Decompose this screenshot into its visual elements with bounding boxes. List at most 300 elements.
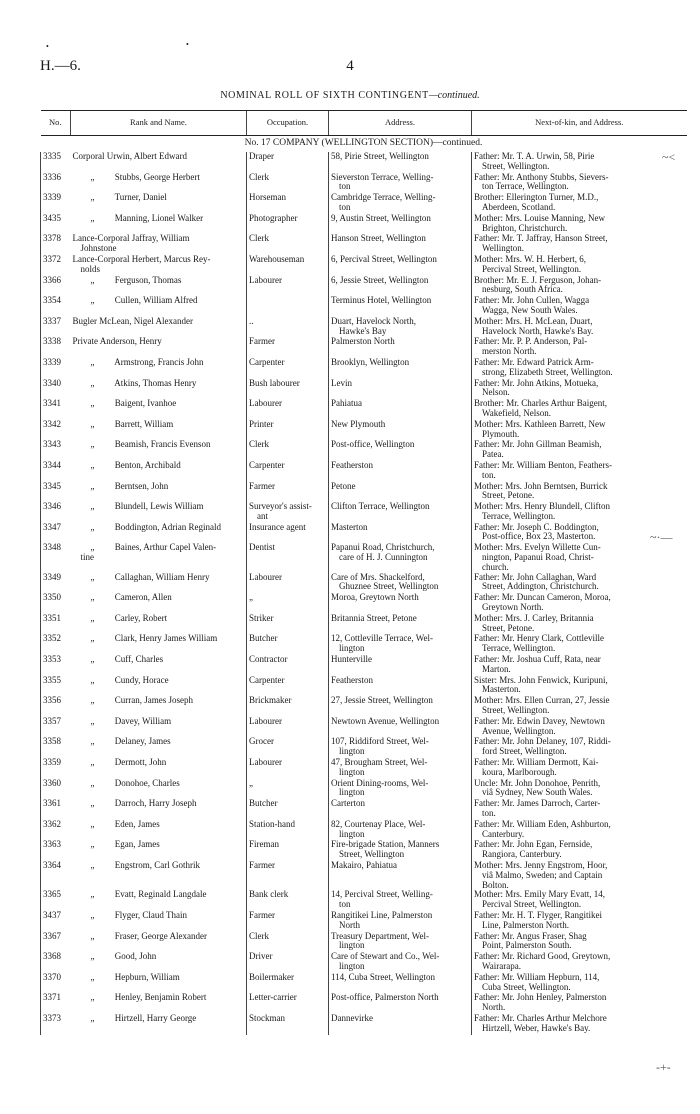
next-of-kin-cell	[472, 152, 687, 173]
address-cell	[329, 593, 472, 614]
next-of-kin-continued: Havelock North, Hawke's Bay.	[482, 325, 594, 336]
service-number-cell	[41, 993, 71, 1014]
rank-name-cell	[71, 593, 247, 614]
rank-name-line	[73, 573, 245, 583]
next-of-kin-continued: Wagga, New South Wales.	[482, 304, 578, 315]
address-cell	[329, 296, 472, 317]
next-of-kin-cell	[472, 337, 687, 358]
occupation-cell	[247, 758, 329, 779]
soldier-name: Dermott, John	[114, 758, 167, 768]
next-of-kin-continued: Line, Palmerston North.	[482, 919, 569, 930]
address-continued: lington	[339, 940, 365, 951]
next-of-kin: Mother: Mrs. Ellen Curran, 27, Jessie	[474, 696, 610, 706]
service-number: 3363	[43, 840, 61, 850]
rank-name-line	[73, 655, 245, 665]
service-number-cell	[41, 614, 71, 635]
rank-name-cell	[71, 820, 247, 841]
col-address-header: Address.	[329, 111, 472, 136]
service-number-cell	[41, 234, 71, 255]
margin-mark: -+-	[656, 1060, 671, 1074]
next-of-kin-cell	[472, 358, 687, 379]
soldier-name: Baines, Arthur Capel Valen-	[114, 543, 217, 553]
next-of-kin: Father: Mr. John Cullen, Wagga	[474, 296, 590, 306]
service-number: 3356	[43, 696, 61, 706]
next-of-kin-continued: Bolton.	[482, 879, 509, 890]
address-cell	[329, 543, 472, 572]
occupation: Fireman	[249, 840, 279, 850]
address: Brooklyn, Wellington	[331, 357, 410, 367]
section-heading-row	[41, 136, 687, 153]
next-of-kin-cell	[472, 296, 687, 317]
service-number: 3365	[43, 890, 61, 900]
service-number-cell	[41, 820, 71, 841]
rank-name-cell	[71, 696, 247, 717]
next-of-kin: Father: Mr. John Callaghan, Ward	[474, 572, 597, 582]
next-of-kin: Father: Mr. William Benton, Feathers-	[474, 460, 612, 470]
service-number: 3370	[43, 972, 61, 982]
rank-name-line	[73, 317, 245, 327]
occupation-cell	[247, 911, 329, 932]
occupation-cell	[247, 952, 329, 973]
next-of-kin-continued: Canterbury.	[482, 828, 525, 839]
rank: „	[90, 737, 95, 747]
service-number-cell	[41, 779, 71, 800]
occupation-cell	[247, 676, 329, 697]
occupation: Printer	[249, 419, 274, 429]
soldier-name: Ferguson, Thomas	[114, 275, 182, 285]
soldier-name: Hepburn, William	[114, 972, 180, 982]
address: Fire-brigade Station, Manners	[331, 840, 440, 850]
address: Cambridge Terrace, Welling-	[331, 193, 436, 203]
rank: „	[90, 522, 95, 532]
next-of-kin-cell	[472, 676, 687, 697]
table-row	[41, 911, 687, 932]
rank-name-line	[73, 952, 245, 962]
rank-name-line	[73, 779, 245, 789]
address: Petone	[331, 481, 356, 491]
rank-name-line	[73, 973, 245, 983]
occupation: Photographer	[249, 213, 298, 223]
next-of-kin-cell	[472, 420, 687, 441]
next-of-kin-cell	[472, 717, 687, 738]
next-of-kin-continued: Terrace, Wellington.	[482, 510, 556, 521]
table-row	[41, 152, 687, 173]
next-of-kin-cell	[472, 276, 687, 297]
occupation: Bush labourer	[249, 378, 300, 388]
service-number: 3354	[43, 296, 61, 306]
table-row	[41, 255, 687, 276]
next-of-kin-continued: Street, Wellington.	[482, 705, 550, 716]
rank-name-cell	[71, 952, 247, 973]
address: 82, Courtenay Place, Wel-	[331, 819, 426, 829]
occupation-cell	[247, 234, 329, 255]
next-of-kin-continued: Street, Petone.	[482, 490, 535, 501]
next-of-kin: Mother: Mrs. Louise Manning, New	[474, 213, 605, 223]
rank: „	[90, 910, 95, 920]
next-of-kin-cell	[472, 973, 687, 994]
table-row	[41, 861, 687, 890]
next-of-kin-continued: Wellington.	[482, 243, 525, 254]
table-row	[41, 717, 687, 738]
address-cell	[329, 379, 472, 400]
table-row	[41, 317, 687, 338]
address-cell	[329, 993, 472, 1014]
service-number: 3335	[43, 152, 61, 161]
soldier-name: Hirtzell, Harry George	[114, 1013, 197, 1023]
rank: „	[90, 460, 95, 470]
table-row	[41, 214, 687, 235]
soldier-name: Beamish, Francis Evenson	[114, 440, 211, 450]
service-number: 3346	[43, 502, 61, 512]
occupation: Draper	[249, 152, 274, 161]
occupation: Clerk	[249, 172, 269, 182]
address-cell	[329, 932, 472, 953]
address-cell	[329, 952, 472, 973]
next-of-kin: Father: Mr. John Atkins, Motueka,	[474, 378, 599, 388]
next-of-kin: Mother: Mrs. Emily Mary Evatt, 14,	[474, 890, 605, 900]
service-number-cell	[41, 1014, 71, 1035]
margin-mark: ~·—	[650, 530, 673, 544]
rank-name-cell	[71, 543, 247, 572]
col-next-of-kin-header: Next-of-kin, and Address.	[472, 111, 687, 136]
occupation: Letter-carrier	[249, 993, 297, 1003]
rank-name-line	[73, 993, 245, 1003]
soldier-name: Good, John	[114, 952, 157, 962]
next-of-kin-cell	[472, 952, 687, 973]
service-number-cell	[41, 543, 71, 572]
address: Featherston	[331, 675, 373, 685]
rank-name-cell	[71, 932, 247, 953]
rank-name-line	[73, 932, 245, 942]
address: 107, Riddiford Street, Wel-	[331, 737, 429, 747]
rank: „	[90, 758, 95, 768]
service-number-cell	[41, 296, 71, 317]
occupation: Farmer	[249, 910, 275, 920]
rank-name-line	[73, 379, 245, 389]
address: Hanson Street, Wellington	[331, 234, 426, 244]
occupation: Labourer	[249, 716, 282, 726]
next-of-kin-continued: Patea.	[482, 449, 504, 460]
next-of-kin-cell	[472, 573, 687, 594]
table-row	[41, 737, 687, 758]
rank-name-cell	[71, 296, 247, 317]
rank: „	[90, 1013, 95, 1023]
address-cell	[329, 717, 472, 738]
table-row	[41, 193, 687, 214]
address: 6, Percival Street, Wellington	[331, 254, 437, 264]
address: Papanui Road, Christchurch,	[331, 543, 435, 553]
next-of-kin: Father: Mr. John Gillman Beamish,	[474, 440, 602, 450]
address: Featherston	[331, 460, 373, 470]
next-of-kin-continued: merston North.	[482, 346, 537, 357]
occupation-cell	[247, 1014, 329, 1035]
soldier-name: Egan, James	[114, 840, 160, 850]
table-row	[41, 420, 687, 441]
service-number-cell	[41, 173, 71, 194]
service-number: 3364	[43, 860, 61, 870]
rank: „	[90, 481, 95, 491]
service-number-cell	[41, 276, 71, 297]
next-of-kin: Brother: Ellerington Turner, M.D.,	[474, 193, 599, 203]
rank-name-line	[73, 614, 245, 624]
occupation-cell	[247, 193, 329, 214]
soldier-name: Atkins, Thomas Henry	[114, 378, 197, 388]
occupation-cell	[247, 276, 329, 297]
occupation-cell	[247, 932, 329, 953]
next-of-kin-continued: viâ Malmo, Sweden; and Captain	[482, 869, 603, 880]
rank-name-line	[73, 737, 245, 747]
next-of-kin-cell	[472, 173, 687, 194]
table-row	[41, 758, 687, 779]
rank-name-line	[73, 461, 245, 471]
occupation: Clerk	[249, 234, 269, 244]
table-row	[41, 502, 687, 523]
service-number-cell	[41, 973, 71, 994]
soldier-name: Carley, Robert	[114, 613, 168, 623]
occupation-continued: ant	[257, 510, 268, 521]
rank-name-cell	[71, 523, 247, 544]
scan-speck: •	[186, 40, 189, 49]
next-of-kin: Mother: Mrs. Kathleen Barrett, New	[474, 419, 606, 429]
occupation: Stockman	[249, 1013, 285, 1023]
rank-name-line	[73, 758, 245, 768]
soldier-name: Eden, James	[114, 819, 160, 829]
rank-name-line	[73, 799, 245, 809]
service-number: 3366	[43, 275, 61, 285]
soldier-name: Manning, Lionel Walker	[114, 213, 204, 223]
rank: „	[90, 357, 95, 367]
next-of-kin-cell	[472, 543, 687, 572]
address-cell	[329, 890, 472, 911]
rank: „	[90, 799, 95, 809]
next-of-kin-cell	[472, 737, 687, 758]
next-of-kin: Brother: Mr. Charles Arthur Baigent,	[474, 399, 607, 409]
occupation: Labourer	[249, 399, 282, 409]
scan-speck: •	[46, 42, 49, 51]
rank-name-cell	[71, 655, 247, 676]
rank-name-cell	[71, 993, 247, 1014]
address-cell	[329, 276, 472, 297]
soldier-name: Cuff, Charles	[114, 655, 164, 665]
rank-name-line	[73, 420, 245, 430]
rank: „	[90, 655, 95, 665]
next-of-kin-continued: Hirtzell, Weber, Hawke's Bay.	[482, 1022, 591, 1033]
address-cell	[329, 779, 472, 800]
soldier-name-continued: nolds	[80, 263, 101, 274]
address-cell	[329, 676, 472, 697]
rank-name-cell	[71, 173, 247, 194]
service-number-cell	[41, 214, 71, 235]
address-continued: lington	[339, 766, 365, 777]
address-cell	[329, 502, 472, 523]
next-of-kin-cell	[472, 593, 687, 614]
next-of-kin-continued: ford Street, Wellington.	[482, 746, 567, 757]
next-of-kin-cell	[472, 482, 687, 503]
next-of-kin-continued: Avenue, Wellington.	[482, 725, 556, 736]
service-number-cell	[41, 502, 71, 523]
table-row	[41, 820, 687, 841]
rank-name-cell	[71, 779, 247, 800]
soldier-name: Clark, Henry James William	[114, 634, 218, 644]
address-cell	[329, 911, 472, 932]
next-of-kin: Mother: Mrs. Henry Blundell, Clifton	[474, 502, 610, 512]
rank: „	[90, 860, 95, 870]
rank-name-line	[73, 523, 245, 533]
rank-name-cell	[71, 358, 247, 379]
occupation: Butcher	[249, 634, 278, 644]
rank-name-cell	[71, 676, 247, 697]
address-cell	[329, 152, 472, 173]
table-row	[41, 523, 687, 544]
address-cell	[329, 614, 472, 635]
address-cell	[329, 737, 472, 758]
address-continued: ton	[339, 181, 351, 192]
roll-title-main: NOMINAL ROLL OF SIXTH CONTINGENT	[220, 90, 429, 101]
occupation-cell	[247, 820, 329, 841]
address: Post-office, Palmerston North	[331, 993, 439, 1003]
service-number: 3362	[43, 819, 61, 829]
service-number: 3345	[43, 481, 61, 491]
service-number-cell	[41, 152, 71, 173]
occupation-cell	[247, 840, 329, 861]
rank-name-cell	[71, 214, 247, 235]
next-of-kin-continued: strong, Elizabeth Street, Wellington.	[482, 366, 613, 377]
address: 6, Jessie Street, Wellington	[331, 275, 429, 285]
occupation: Bank clerk	[249, 890, 289, 900]
rank: „	[90, 634, 95, 644]
next-of-kin-continued: Greytown North.	[482, 602, 544, 613]
occupation-cell	[247, 440, 329, 461]
document-id: H.—6.	[40, 58, 81, 74]
roll-title-continued: —continued.	[428, 90, 480, 101]
rank-name-cell	[71, 758, 247, 779]
rank: „	[90, 890, 95, 900]
soldier-name: Delaney, James	[114, 737, 171, 747]
rank: „	[90, 213, 95, 223]
address-cell	[329, 573, 472, 594]
service-number-cell	[41, 461, 71, 482]
next-of-kin: Mother: Mrs. H. McLean, Duart,	[474, 316, 593, 326]
occupation: Brickmaker	[249, 696, 292, 706]
rank: „	[90, 952, 95, 962]
next-of-kin: Father: Mr. John Henley, Palmerston	[474, 993, 607, 1003]
address-continued: lington	[339, 746, 365, 757]
occupation: Horseman	[249, 193, 286, 203]
next-of-kin-continued: North.	[482, 1002, 506, 1013]
address-continued: Hawke's Bay	[339, 325, 387, 336]
service-number-cell	[41, 696, 71, 717]
address: Treasury Department, Wel-	[331, 931, 430, 941]
occupation-cell	[247, 890, 329, 911]
table-row	[41, 358, 687, 379]
rank: „	[90, 778, 95, 788]
service-number-cell	[41, 193, 71, 214]
rank-name-line	[73, 911, 245, 921]
occupation-cell	[247, 296, 329, 317]
rank: „	[90, 972, 95, 982]
occupation: Grocer	[249, 737, 274, 747]
soldier-name: Urwin, Albert Edward	[106, 152, 187, 161]
next-of-kin: Father: Mr. Edwin Davey, Newtown	[474, 716, 605, 726]
rank: „	[90, 613, 95, 623]
occupation: Warehouseman	[249, 254, 305, 264]
occupation: Carpenter	[249, 357, 285, 367]
soldier-name: Henley, Benjamin Robert	[114, 993, 207, 1003]
next-of-kin-cell	[472, 820, 687, 841]
service-number-cell	[41, 358, 71, 379]
rank-name-cell	[71, 614, 247, 635]
soldier-name: McLean, Nigel Alexander	[99, 316, 193, 326]
service-number: 3350	[43, 593, 61, 603]
rank-name-cell	[71, 255, 247, 276]
rank-name-cell	[71, 911, 247, 932]
next-of-kin-continued: Masterton.	[482, 684, 521, 695]
next-of-kin-continued: Percival Street, Wellington.	[482, 899, 582, 910]
rank: „	[90, 696, 95, 706]
rank-name-line	[73, 276, 245, 286]
next-of-kin-continued: Marton.	[482, 663, 511, 674]
rank-name-line	[73, 337, 245, 347]
rank-name-cell	[71, 399, 247, 420]
rank-name-line	[73, 717, 245, 727]
next-of-kin-continued: nesburg, South Africa.	[482, 284, 563, 295]
next-of-kin-cell	[472, 758, 687, 779]
address-cell	[329, 317, 472, 338]
service-number: 3348	[43, 543, 61, 553]
next-of-kin-cell	[472, 696, 687, 717]
next-of-kin-continued: Plymouth.	[482, 428, 520, 439]
occupation-cell	[247, 152, 329, 173]
service-number-cell	[41, 634, 71, 655]
address-cell	[329, 634, 472, 655]
service-number: 3437	[43, 910, 61, 920]
next-of-kin: Father: Mr. Henry Clark, Cottleville	[474, 634, 604, 644]
service-number: 3341	[43, 399, 61, 409]
soldier-name: Stubbs, George Herbert	[114, 172, 200, 182]
occupation: Station-hand	[249, 819, 295, 829]
rank-name-line	[73, 399, 245, 409]
address-continued: lington	[339, 787, 365, 798]
next-of-kin-continued: Post-office, Box 23, Masterton.	[482, 531, 596, 542]
next-of-kin-continued: Wairarapa.	[482, 960, 521, 971]
next-of-kin-cell	[472, 840, 687, 861]
nominal-roll-table	[40, 110, 687, 1035]
rank-name-cell	[71, 193, 247, 214]
service-number-cell	[41, 952, 71, 973]
address-cell	[329, 973, 472, 994]
occupation-cell	[247, 482, 329, 503]
rank: Lance-Corporal	[72, 254, 130, 264]
next-of-kin-continued: ton.	[482, 469, 496, 480]
service-number: 3349	[43, 572, 61, 582]
next-of-kin-cell	[472, 234, 687, 255]
service-number-cell	[41, 482, 71, 503]
table-row	[41, 993, 687, 1014]
next-of-kin-continued: nington, Papanui Road, Christ-	[482, 552, 594, 563]
roll-title	[0, 90, 700, 101]
next-of-kin-cell	[472, 193, 687, 214]
page-number: 4	[346, 58, 354, 74]
rank: „	[90, 193, 95, 203]
service-number-cell	[41, 399, 71, 420]
soldier-name: Fraser, George Alexander	[114, 931, 207, 941]
table-row	[41, 614, 687, 635]
service-number-cell	[41, 420, 71, 441]
rank: „	[90, 819, 95, 829]
service-number-cell	[41, 317, 71, 338]
next-of-kin: Father: Mr. Charles Arthur Melchore	[474, 1013, 607, 1023]
occupation-cell	[247, 379, 329, 400]
